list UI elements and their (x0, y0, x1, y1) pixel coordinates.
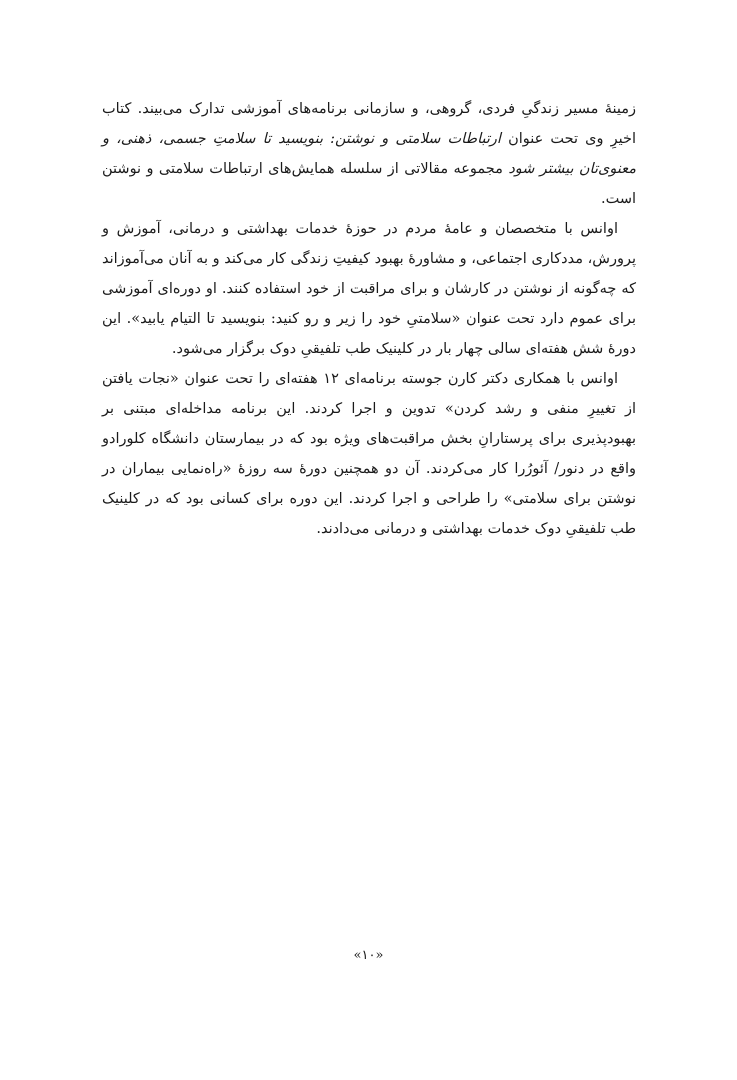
paragraph-3: اوانس با همکاری دکتر کارن جوسته برنامه‌ای ۱۲ هفته‌ای را تحت عنوان «نجات یافتن از تغییرِ منفی و رشد کردن» تدوین و اجرا کردند. این برنامه مداخله‌ای مبتنی بر بهبودپذیری برای پرستارانِ بخش مراقبت‌های ویژه بود که در بیمارستان دانشگاه کلورادو واقع در دنور/ آئورُرا کار می‌کردند. آن دو همچنین دورهٔ سه روزهٔ «راه‌نمایی بیماران در نوشتن برای سلامتی» را طراحی و اجرا کردند. این دوره برای کسانی بود که در کلینیک طب تلفیقیِ دوک خدمات بهداشتی و درمانی می‌دادند. (102, 371, 636, 537)
page-number: «۱۰» (353, 948, 384, 963)
paragraph-1-part-2: مجموعه مقالاتی از سلسله همایش‌های ارتباطات سلامتی و نوشتن است. (102, 161, 636, 207)
body-text (102, 94, 636, 544)
paragraph-1 (102, 94, 636, 214)
paragraph-2: اوانس با متخصصان و عامهٔ مردم در حوزهٔ خدمات بهداشتی و درمانی، آموزش و پرورش، مددکاری اجتماعی، و مشاورهٔ بهبود کیفیتِ زندگی کار می‌کند و به آنان می‌آموزاند که چه‌گونه از نوشتن در کارشان و برای مراقبت از خود استفاده کنند. او دوره‌ای آموزشی برای عموم دارد تحت عنوان «سلامتیِ خود را زیر و رو کنید: بنویسید تا التیام یابید». این دورهٔ شش هفته‌ای سالی چهار بار در کلینیک طب تلفیقیِ دوک برگزار می‌شود. (102, 221, 636, 357)
paragraph-1-part-1: زمینهٔ مسیر زندگیِ فردی، گروهی، و سازمانی برنامه‌های آموزشی تدارک می‌بیند. کتاب اخیرِ وی تحت عنوان (102, 101, 636, 147)
book-title: ارتباطات سلامتی و نوشتن: بنویسید تا سلامتِ جسمی، ذهنی، و معنوی‌تان بیشتر شود (102, 131, 636, 177)
